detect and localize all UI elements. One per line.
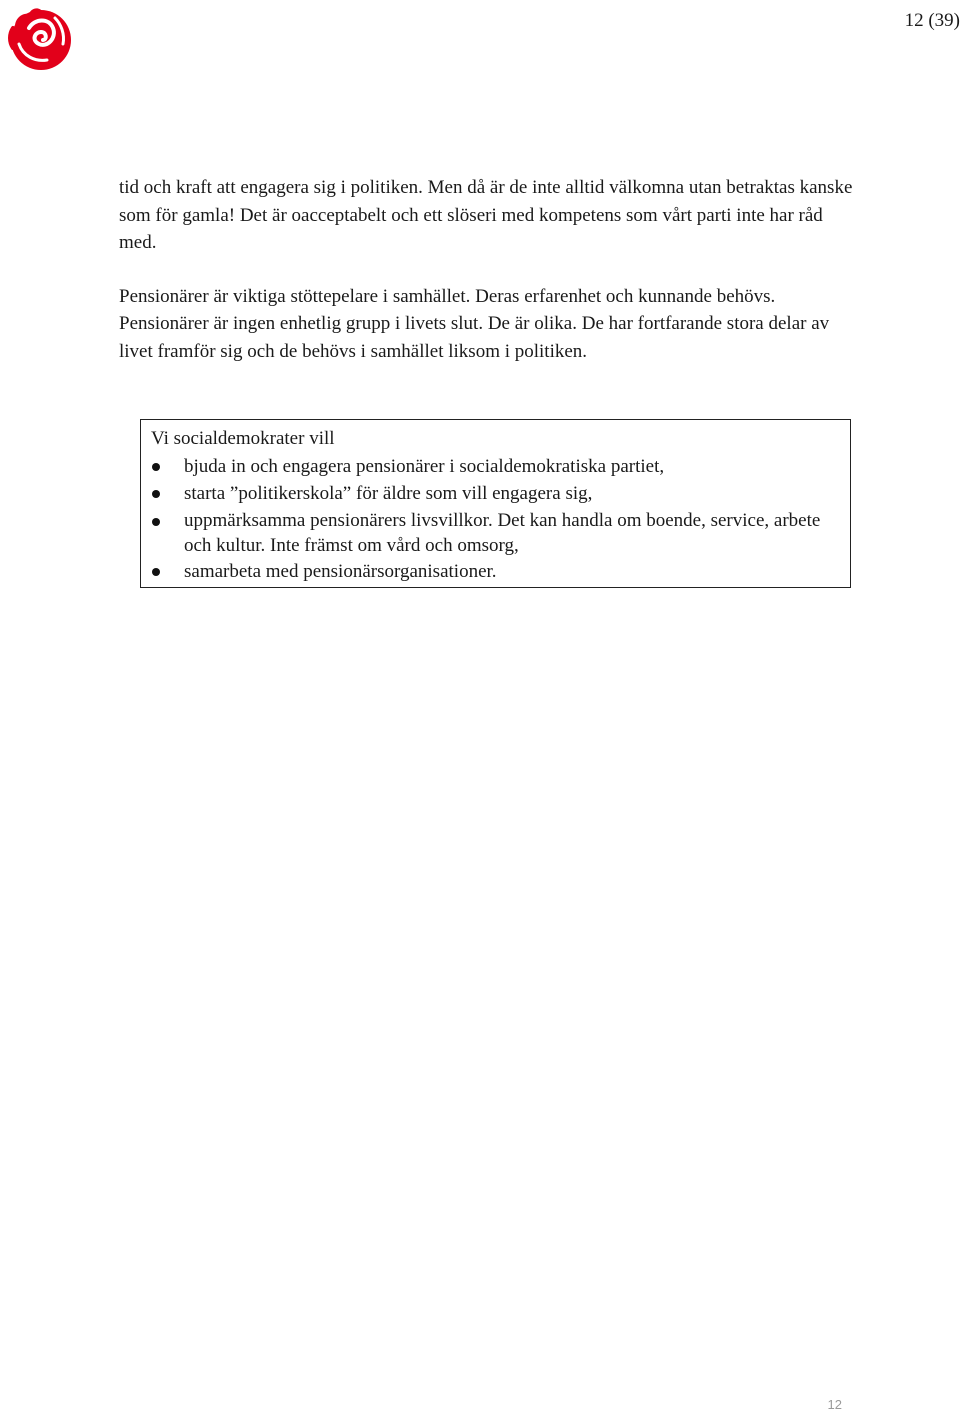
goals-list: [151, 453, 842, 586]
goals-box: [140, 419, 851, 588]
list-item-text: bjuda in och engagera pensionärer i socialdemokratiska partiet,: [184, 455, 665, 477]
page-indicator: 12 (39): [904, 10, 960, 31]
bullet-icon: [152, 490, 160, 498]
list-item: [151, 480, 842, 508]
list-item-text: samarbeta med pensionärsorganisationer.: [184, 560, 497, 582]
bullet-icon: [152, 463, 160, 471]
footer-page-number: 12: [827, 1397, 842, 1412]
list-item-text: starta ”politikerskola” för äldre som vill engagera sig,: [184, 483, 593, 504]
list-item: [151, 453, 842, 481]
bullet-icon: [152, 518, 160, 526]
list-item: [151, 558, 842, 586]
paragraph: tid och kraft att engagera sig i politiken. Men då är de inte alltid välkomna utan betraktas kanske som för gamla! Det är oacceptabelt och ett slöseri med kompetens som vårt parti inte har råd med.: [119, 177, 853, 253]
bullet-icon: [152, 568, 160, 576]
document-body: [119, 174, 859, 392]
paragraph: Pensionärer är viktiga stöttepelare i samhället. Deras erfarenhet och kunnande behövs. Pensionärer är ingen enhetlig grupp i livets slut. De är olika. De har fortfarande stora delar av livet framför sig och de behövs i samhället liksom i politiken.: [119, 285, 830, 362]
list-item-text: uppmärksamma pensionärers livsvillkor. Det kan handla om boende, service, arbete och kultur. Inte främst om vård och omsorg,: [184, 509, 821, 556]
goals-intro: Vi socialdemokrater vill: [151, 428, 335, 449]
list-item: [151, 508, 842, 558]
rose-logo-icon: [5, 4, 75, 74]
